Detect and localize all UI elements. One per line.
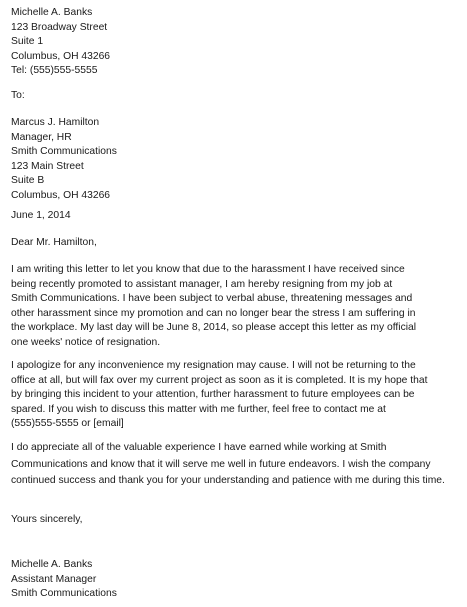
paragraph-line: one weeks' notice of resignation. bbox=[11, 336, 161, 348]
paragraph-line: I do appreciate all of the valuable experience I have earned while working at Smith bbox=[11, 442, 387, 453]
signature-title: Assistant Manager bbox=[11, 573, 97, 585]
signature-name: Michelle A. Banks bbox=[11, 559, 93, 570]
letter-date: June 1, 2014 bbox=[11, 210, 71, 221]
paragraph-line: I am writing this letter to let you know that due to the harassment I have received since bbox=[11, 264, 405, 275]
sender-city: Columbus, OH 43266 bbox=[11, 50, 111, 62]
paragraph-line: by bringing this incident to your attention, further harassment to future employees can be bbox=[11, 389, 415, 400]
paragraph-line: spared. If you wish to discuss this matter with me further, feel free to contact me at bbox=[11, 403, 386, 415]
to-label: To: bbox=[11, 90, 25, 101]
recipient-address bbox=[11, 116, 461, 203]
recipient-name: Marcus J. Hamilton bbox=[11, 117, 100, 128]
paragraph-line: Smith Communications. I have been subject to verbal abuse, threatening messages and bbox=[11, 293, 413, 304]
paragraph-line: other harassment since my promotion and can no longer bear the stress I am suffering in bbox=[11, 307, 416, 319]
body-paragraph-2 bbox=[11, 359, 461, 432]
recipient-city: Columbus, OH 43266 bbox=[11, 189, 111, 201]
signature-block bbox=[11, 558, 461, 602]
recipient-title: Manager, HR bbox=[11, 131, 72, 143]
signature-company: Smith Communications bbox=[11, 588, 117, 599]
salutation: Dear Mr. Hamilton, bbox=[11, 237, 97, 248]
paragraph-line: continued success and thank you for your understanding and patience with me during this time. bbox=[11, 475, 445, 486]
body-paragraph-1 bbox=[11, 263, 461, 350]
paragraph-line: the workplace. My last day will be June 8, 2014, so please accept this letter as my official bbox=[11, 322, 417, 333]
sender-address bbox=[11, 6, 461, 79]
paragraph-line: I apologize for any inconvenience my resignation may cause. I will not be returning to the bbox=[11, 360, 416, 371]
paragraph-line: being recently promoted to assistant manager, I am hereby resigning from my job at bbox=[11, 278, 393, 290]
recipient-company: Smith Communications bbox=[11, 146, 117, 157]
sender-suite: Suite 1 bbox=[11, 36, 44, 47]
sender-tel: Tel: (555)555-5555 bbox=[11, 65, 98, 76]
sender-name: Michelle A. Banks bbox=[11, 7, 93, 18]
recipient-suite: Suite B bbox=[11, 175, 45, 186]
sender-street: 123 Broadway Street bbox=[11, 21, 108, 33]
body-paragraph-3 bbox=[11, 440, 461, 490]
paragraph-line: (555)555-5555 or [email] bbox=[11, 418, 124, 429]
recipient-street: 123 Main Street bbox=[11, 160, 84, 172]
paragraph-line: Communications and know that it will serve me well in future endeavors. I wish the company bbox=[11, 458, 431, 470]
paragraph-line: office at all, but will fax over my current project as soon as it is completed. It is my hope that bbox=[11, 374, 428, 386]
closing: Yours sincerely, bbox=[11, 514, 83, 525]
